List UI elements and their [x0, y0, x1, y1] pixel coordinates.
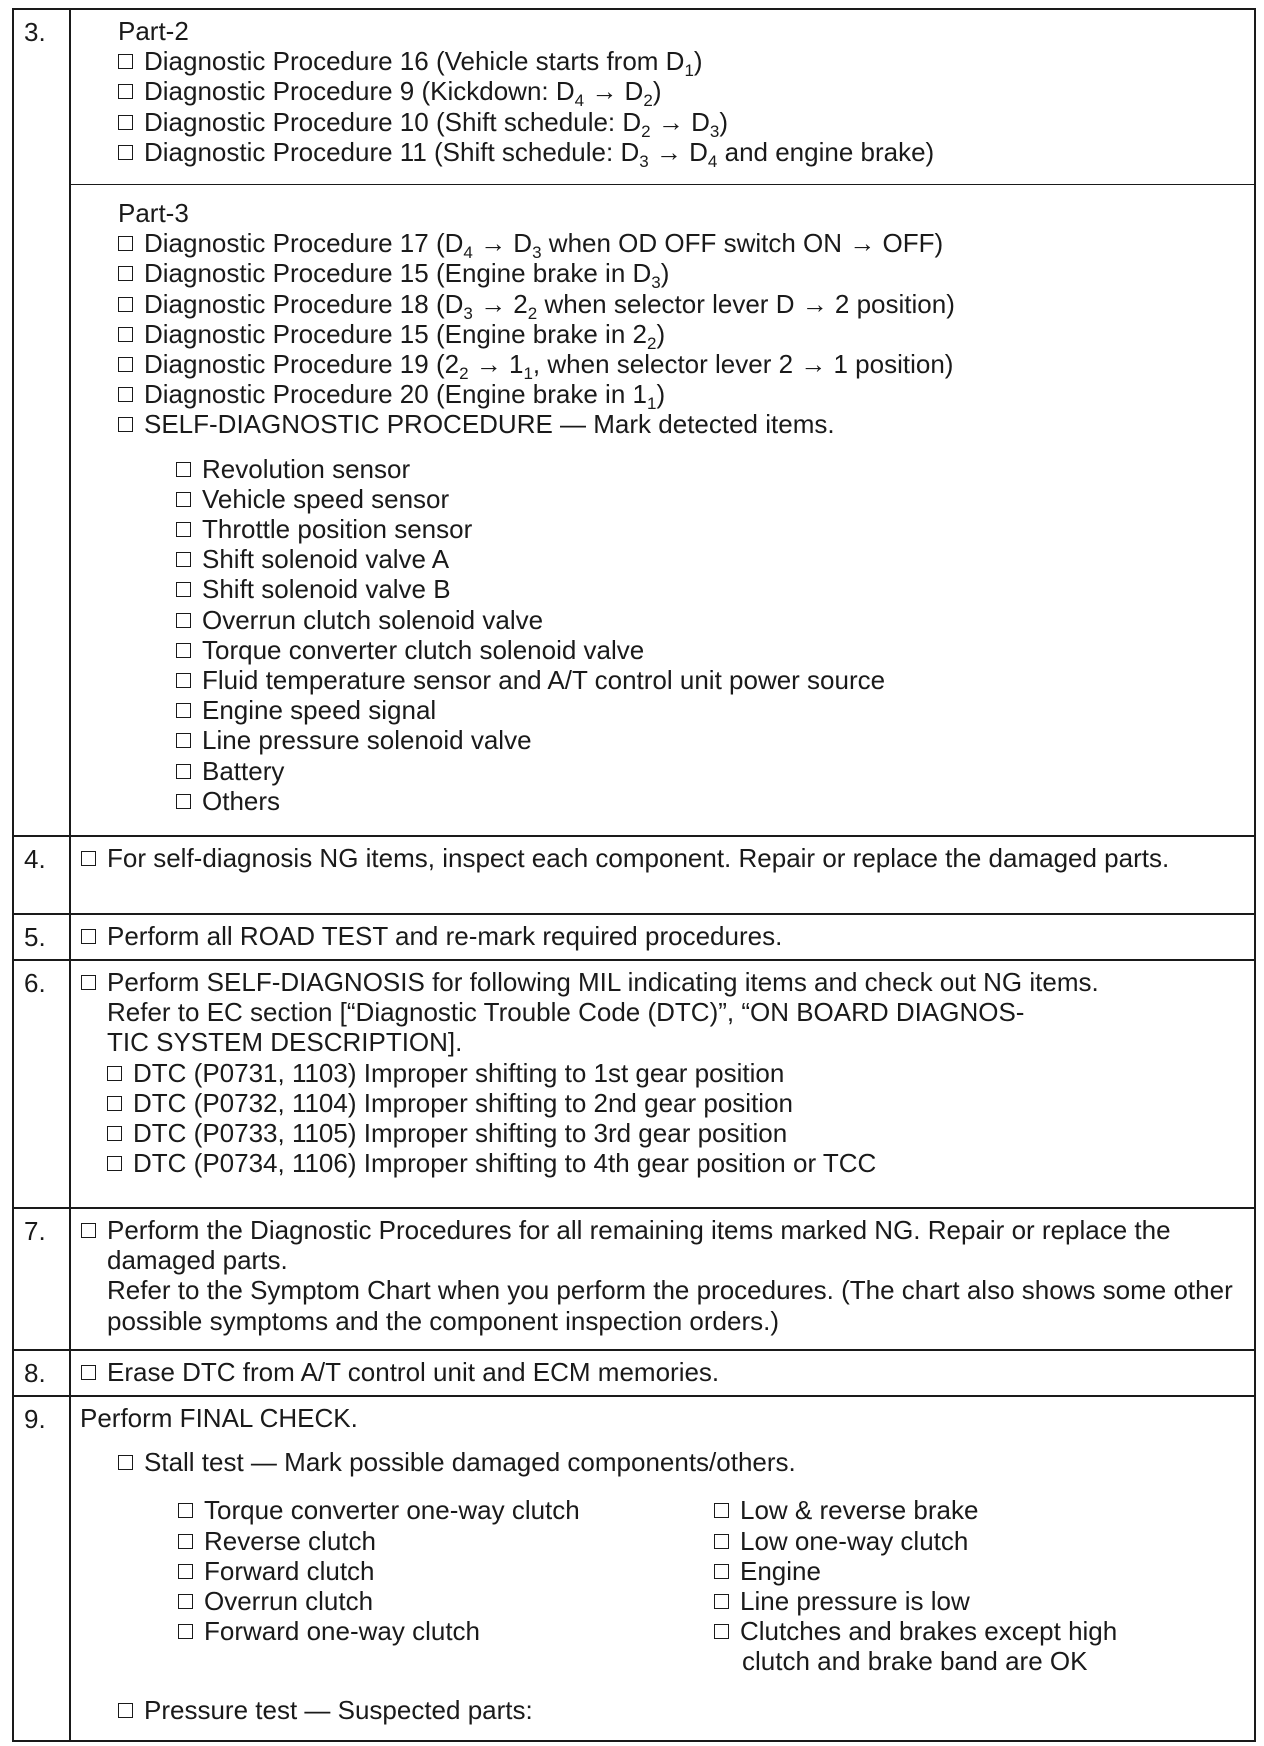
checkbox[interactable] [176, 643, 191, 658]
checkbox[interactable] [118, 54, 133, 69]
checkbox[interactable] [118, 357, 133, 372]
detected-item[interactable]: Fluid temperature sensor and A/T control unit power source [76, 665, 1244, 695]
step-6-row [14, 961, 1254, 1207]
component-item[interactable]: Overrun clutch [178, 1586, 714, 1616]
checkbox[interactable] [81, 1365, 96, 1380]
checkbox[interactable] [118, 84, 133, 99]
part-3-title: Part-3 [118, 198, 189, 228]
step-text: For self-diagnosis NG items, inspect each component. Repair or replace the damaged parts. [107, 843, 1170, 873]
checkbox[interactable] [176, 492, 191, 507]
detected-item[interactable]: Throttle position sensor [76, 514, 1244, 544]
part-separator [69, 184, 1254, 185]
checkbox[interactable] [81, 851, 96, 866]
step-number: 4. [24, 844, 46, 874]
detected-item[interactable]: Shift solenoid valve B [76, 574, 1244, 604]
component-item[interactable]: Line pressure is low [714, 1586, 1214, 1616]
checkbox[interactable] [107, 1066, 122, 1081]
checkbox[interactable] [176, 703, 191, 718]
checkbox[interactable] [118, 417, 133, 432]
reference-text: Refer to the Symptom Chart when you perform the procedures. (The chart also shows some other possible symptoms and the component inspection orders.) [107, 1275, 1233, 1336]
component-item[interactable]: Forward clutch [178, 1556, 714, 1586]
dtc-item[interactable]: DTC (P0731, 1103) Improper shifting to 1st gear position [71, 1058, 1244, 1088]
detected-item[interactable]: Revolution sensor [76, 454, 1244, 484]
dtc-item[interactable]: DTC (P0732, 1104) Improper shifting to 2nd gear position [71, 1088, 1244, 1118]
checkbox[interactable] [118, 115, 133, 130]
checkbox[interactable] [176, 613, 191, 628]
checkbox[interactable] [176, 733, 191, 748]
checkbox[interactable] [118, 1455, 133, 1470]
stall-right-column [714, 1495, 1214, 1676]
step-9-row [14, 1397, 1254, 1742]
procedure-15-22[interactable]: Diagnostic Procedure 15 (Engine brake in $2_2$) [76, 319, 1244, 349]
component-item[interactable]: Torque converter one-way clutch [178, 1495, 714, 1525]
stall-left-column [178, 1495, 714, 1676]
checkbox[interactable] [118, 327, 133, 342]
checkbox[interactable] [178, 1503, 193, 1518]
checkbox[interactable] [176, 794, 191, 809]
part-2-title: Part-2 [118, 16, 189, 46]
step-7-row [14, 1209, 1254, 1349]
detected-item[interactable]: Shift solenoid valve A [76, 544, 1244, 574]
detected-item[interactable]: Vehicle speed sensor [76, 484, 1244, 514]
component-item[interactable]: Low & reverse brake [714, 1495, 1214, 1525]
step-number: 5. [24, 922, 46, 952]
checkbox[interactable] [714, 1503, 729, 1518]
checkbox[interactable] [178, 1594, 193, 1609]
checkbox[interactable] [176, 462, 191, 477]
self-diagnostic-procedure[interactable]: SELF-DIAGNOSTIC PROCEDURE — Mark detected items. [76, 409, 1244, 439]
checkbox[interactable] [107, 1096, 122, 1111]
procedure-10[interactable]: Diagnostic Procedure 10 (Shift schedule: $D_2 \to D_3$) [76, 107, 1244, 137]
checkbox[interactable] [176, 552, 191, 567]
dtc-item[interactable]: DTC (P0734, 1106) Improper shifting to 4th gear position or TCC [71, 1148, 1244, 1178]
checkbox[interactable] [714, 1564, 729, 1579]
procedure-17[interactable]: Diagnostic Procedure 17 ($D_4 \to D_3$ when OD OFF switch ON → OFF) [76, 228, 1244, 258]
checkbox[interactable] [176, 764, 191, 779]
detected-item[interactable]: Line pressure solenoid valve [76, 725, 1244, 755]
step-number: 3. [24, 17, 46, 47]
component-item[interactable]: Low one-way clutch [714, 1526, 1214, 1556]
step-text: Perform the Diagnostic Procedures for all remaining items marked NG. Repair or replace the damaged parts. [107, 1215, 1171, 1276]
checkbox[interactable] [107, 1126, 122, 1141]
step-number: 9. [24, 1404, 46, 1434]
step-number: 8. [24, 1358, 46, 1388]
procedure-20[interactable]: Diagnostic Procedure 20 (Engine brake in $1_1$) [76, 379, 1244, 409]
detected-item[interactable]: Torque converter clutch solenoid valve [76, 635, 1244, 665]
detected-item[interactable]: Others [76, 786, 1244, 816]
final-check-title: Perform FINAL CHECK. [80, 1403, 358, 1433]
component-item[interactable]: Reverse clutch [178, 1526, 714, 1556]
procedure-11[interactable]: Diagnostic Procedure 11 (Shift schedule: $D_3 \to D_4$ and engine brake) [76, 137, 1244, 167]
checkbox[interactable] [714, 1534, 729, 1549]
detected-item[interactable]: Battery [76, 756, 1244, 786]
checkbox[interactable] [714, 1594, 729, 1609]
procedure-18[interactable]: Diagnostic Procedure 18 ($D_3 \to 2_2$ when selector lever D → 2 position) [76, 289, 1244, 319]
stall-test[interactable]: Stall test — Mark possible damaged components/others. [80, 1447, 1244, 1477]
step-text: Perform SELF-DIAGNOSIS for following MIL indicating items and check out NG items. [107, 967, 1099, 997]
checkbox[interactable] [118, 236, 133, 251]
procedure-9[interactable]: Diagnostic Procedure 9 (Kickdown: $D_4 \to D_2$) [76, 76, 1244, 106]
checkbox[interactable] [176, 673, 191, 688]
checkbox[interactable] [81, 1223, 96, 1238]
component-item-continued: clutch and brake band are OK [742, 1646, 1088, 1677]
reference-text: Refer to EC section [“Diagnostic Trouble Code (DTC)”, “ON BOARD DIAGNOS- [107, 997, 1025, 1028]
checkbox[interactable] [118, 297, 133, 312]
checkbox[interactable] [118, 145, 133, 160]
checkbox[interactable] [178, 1534, 193, 1549]
detected-item[interactable]: Engine speed signal [76, 695, 1244, 725]
checkbox[interactable] [118, 1703, 133, 1718]
detected-item[interactable]: Overrun clutch solenoid valve [76, 605, 1244, 635]
checkbox[interactable] [81, 929, 96, 944]
checkbox[interactable] [714, 1624, 729, 1639]
checkbox[interactable] [118, 387, 133, 402]
step-number: 7. [24, 1216, 46, 1246]
step-8-row [14, 1351, 1254, 1395]
checkbox[interactable] [81, 975, 96, 990]
component-item[interactable]: Clutches and brakes except high [714, 1616, 1214, 1646]
checkbox[interactable] [118, 266, 133, 281]
checkbox[interactable] [178, 1564, 193, 1579]
dtc-item[interactable]: DTC (P0733, 1105) Improper shifting to 3rd gear position [71, 1118, 1244, 1148]
procedure-16[interactable]: Diagnostic Procedure 16 (Vehicle starts from $D_1$) [76, 46, 1244, 76]
step-number: 6. [24, 968, 46, 998]
procedure-19[interactable]: Diagnostic Procedure 19 ($2_2 \to 1_1$, when selector lever 2 → 1 position) [76, 349, 1244, 379]
checkbox[interactable] [178, 1624, 193, 1639]
step-text: Perform all ROAD TEST and re-mark required procedures. [107, 921, 783, 951]
step-text: Erase DTC from A/T control unit and ECM memories. [107, 1357, 720, 1387]
checklist-table [12, 8, 1256, 1742]
reference-text: TIC SYSTEM DESCRIPTION]. [107, 1027, 463, 1058]
pressure-test[interactable]: Pressure test — Suspected parts: [80, 1695, 1244, 1725]
step-3-row [14, 10, 1254, 837]
procedure-15-d3[interactable]: Diagnostic Procedure 15 (Engine brake in $D_3$) [76, 258, 1244, 288]
checkbox[interactable] [107, 1156, 122, 1171]
component-item[interactable]: Forward one-way clutch [178, 1616, 714, 1646]
step-5-row [14, 915, 1254, 959]
component-item[interactable]: Engine [714, 1556, 1214, 1586]
checkbox[interactable] [176, 582, 191, 597]
step-4-row [14, 837, 1254, 913]
checkbox[interactable] [176, 522, 191, 537]
